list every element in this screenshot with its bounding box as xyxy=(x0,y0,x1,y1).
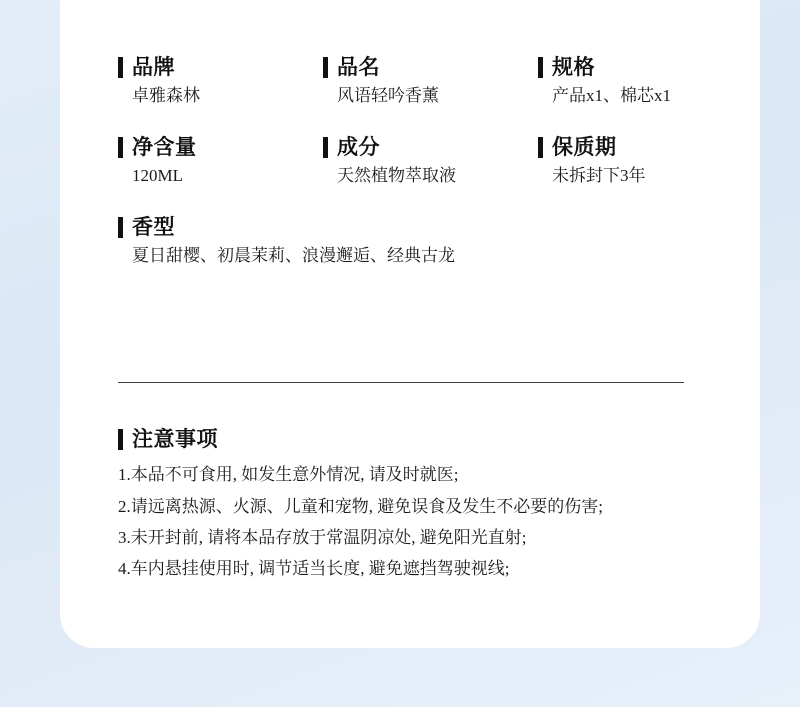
field-shelf-life-value: 未拆封下3年 xyxy=(552,166,646,186)
field-brand-head xyxy=(118,56,323,79)
accent-bar-icon xyxy=(538,57,543,78)
product-info-grid xyxy=(118,56,708,296)
list-item: 2.请远离热源、火源、儿童和宠物, 避免误食及发生不必要的伤害; xyxy=(118,496,603,516)
field-ingredients xyxy=(323,136,538,188)
section-divider xyxy=(118,382,684,383)
field-specification-label: 规格 xyxy=(552,55,595,79)
field-net-content-value: 120ML xyxy=(132,166,183,186)
accent-bar-icon xyxy=(118,57,123,78)
field-net-content-head xyxy=(118,136,323,159)
accent-bar-icon xyxy=(538,137,543,158)
field-fragrance-type-label: 香型 xyxy=(132,215,175,240)
notice-list xyxy=(118,459,708,585)
accent-bar-icon xyxy=(118,137,123,158)
field-fragrance-type xyxy=(118,216,708,268)
list-item: 3.未开封前, 请将本品存放于常温阴凉处, 避免阳光直射; xyxy=(118,527,527,547)
field-ingredients-label: 成分 xyxy=(337,135,380,160)
field-fragrance-type-value: 夏日甜樱、初晨茉莉、浪漫邂逅、经典古龙 xyxy=(132,246,455,266)
accent-bar-icon xyxy=(323,57,328,78)
field-product-name xyxy=(323,56,538,108)
field-brand xyxy=(118,56,323,108)
field-brand-label: 品牌 xyxy=(132,55,175,79)
field-ingredients-head xyxy=(323,136,538,159)
field-net-content-label: 净含量 xyxy=(132,135,197,160)
accent-bar-icon xyxy=(118,429,123,450)
field-fragrance-type-head xyxy=(118,216,708,239)
notice-section xyxy=(118,428,708,585)
accent-bar-icon xyxy=(323,137,328,158)
accent-bar-icon xyxy=(118,217,123,238)
field-specification-head xyxy=(538,56,708,79)
product-info-section xyxy=(118,56,708,296)
field-brand-value: 卓雅森林 xyxy=(132,86,200,106)
field-net-content xyxy=(118,136,323,188)
notice-title-head xyxy=(118,428,708,451)
field-shelf-life-label: 保质期 xyxy=(552,135,617,160)
field-specification xyxy=(538,56,708,108)
field-ingredients-value: 天然植物萃取液 xyxy=(337,166,456,186)
list-item: 4.车内悬挂使用时, 调节适当长度, 避免遮挡驾驶视线; xyxy=(118,559,510,579)
field-product-name-label: 品名 xyxy=(337,55,380,79)
info-card xyxy=(60,0,760,648)
list-item: 1.本品不可食用, 如发生意外情况, 请及时就医; xyxy=(118,465,459,485)
field-product-name-value: 风语轻吟香薰 xyxy=(337,86,439,106)
field-specification-value: 产品x1、棉芯x1 xyxy=(552,86,671,106)
field-shelf-life-head xyxy=(538,136,708,159)
field-product-name-head xyxy=(323,56,538,79)
notice-title: 注意事项 xyxy=(132,427,218,451)
field-shelf-life xyxy=(538,136,708,188)
